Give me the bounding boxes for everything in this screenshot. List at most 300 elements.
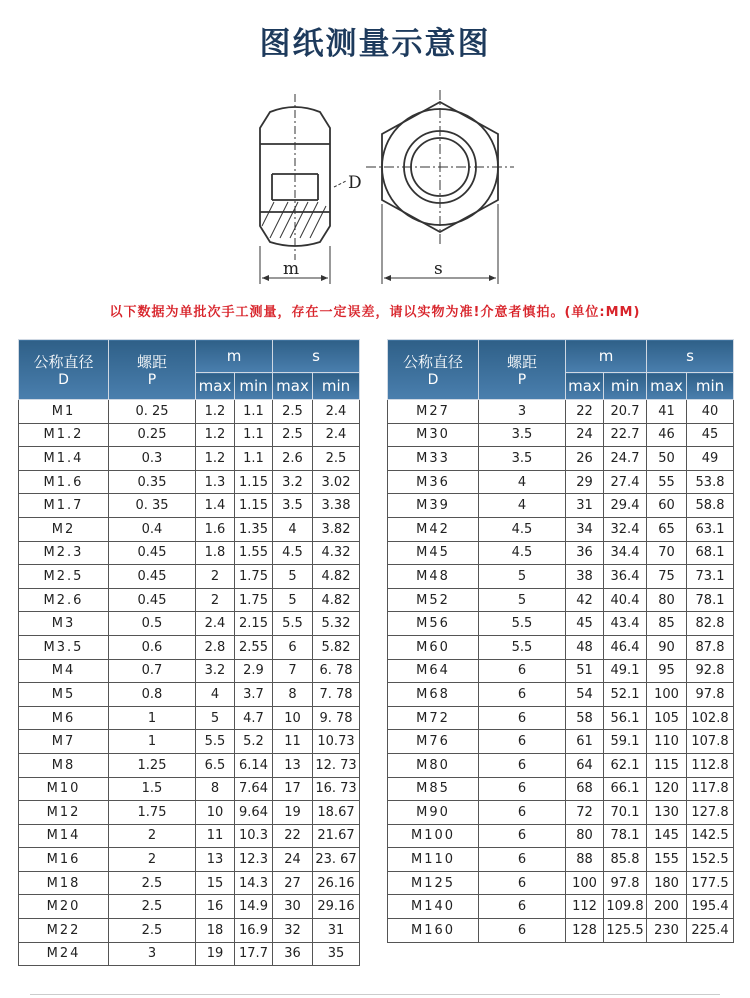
cell-m-max: 2.8 [196, 635, 235, 659]
cell-pitch: 2.5 [109, 895, 196, 919]
cell-pitch: 6 [479, 683, 566, 707]
cell-m-min: 1.1 [235, 400, 273, 424]
cell-m-min: 32.4 [604, 517, 647, 541]
cell-s-max: 95 [647, 659, 687, 683]
cell-diameter: M12 [19, 801, 109, 825]
spec-table-left [18, 339, 360, 966]
table-row [388, 706, 734, 730]
cell-m-max: 18 [196, 919, 235, 943]
table-row [388, 588, 734, 612]
cell-pitch: 6 [479, 777, 566, 801]
cell-m-max: 36 [566, 541, 604, 565]
table-row [19, 777, 360, 801]
cell-diameter: M39 [388, 494, 479, 518]
cell-m-min: 56.1 [604, 706, 647, 730]
cell-pitch: 6 [479, 895, 566, 919]
cell-m-max: 48 [566, 635, 604, 659]
cell-s-min: 4.82 [313, 588, 360, 612]
cell-pitch: 1.25 [109, 753, 196, 777]
cell-m-min: 2.9 [235, 659, 273, 683]
cell-m-min: 52.1 [604, 683, 647, 707]
cell-s-max: 3.5 [273, 494, 313, 518]
header-pitch: 螺距 P [109, 340, 196, 400]
cell-s-max: 2.6 [273, 447, 313, 471]
cell-m-max: 64 [566, 753, 604, 777]
cell-pitch: 2 [109, 824, 196, 848]
cell-diameter: M3 [19, 612, 109, 636]
header-s-max: max [647, 373, 687, 400]
cell-m-min: 29.4 [604, 494, 647, 518]
cell-m-min: 1.1 [235, 447, 273, 471]
cell-diameter: M2 [19, 517, 109, 541]
cell-m-min: 1.15 [235, 494, 273, 518]
cell-m-min: 17.7 [235, 942, 273, 966]
cell-m-max: 10 [196, 801, 235, 825]
cell-pitch: 3.5 [479, 447, 566, 471]
table-row [19, 753, 360, 777]
cell-m-max: 2 [196, 565, 235, 589]
cell-s-min: 16. 73 [313, 777, 360, 801]
cell-s-max: 30 [273, 895, 313, 919]
cell-diameter: M27 [388, 400, 479, 424]
cell-m-max: 1.8 [196, 541, 235, 565]
table-row [388, 753, 734, 777]
header-pitch: 螺距 P [479, 340, 566, 400]
cell-m-max: 1.4 [196, 494, 235, 518]
cell-diameter: M22 [19, 919, 109, 943]
cell-diameter: M2.3 [19, 541, 109, 565]
cell-s-max: 11 [273, 730, 313, 754]
cell-diameter: M85 [388, 777, 479, 801]
table-row [388, 541, 734, 565]
cell-m-max: 1.2 [196, 423, 235, 447]
cell-diameter: M3.5 [19, 635, 109, 659]
cell-s-min: 142.5 [687, 824, 734, 848]
cell-pitch: 0.45 [109, 565, 196, 589]
cell-m-min: 27.4 [604, 470, 647, 494]
header-m-min: min [235, 373, 273, 400]
cell-m-min: 62.1 [604, 753, 647, 777]
cell-s-max: 120 [647, 777, 687, 801]
cell-s-max: 8 [273, 683, 313, 707]
cell-s-min: 40 [687, 400, 734, 424]
cell-m-max: 54 [566, 683, 604, 707]
cell-diameter: M64 [388, 659, 479, 683]
table-row [19, 706, 360, 730]
table-row [19, 895, 360, 919]
cell-m-max: 15 [196, 871, 235, 895]
cell-diameter: M2.5 [19, 565, 109, 589]
cell-s-max: 230 [647, 919, 687, 943]
table-row [19, 447, 360, 471]
cell-pitch: 0. 25 [109, 400, 196, 424]
cell-m-min: 85.8 [604, 848, 647, 872]
cell-m-min: 66.1 [604, 777, 647, 801]
label-s: s [434, 259, 443, 279]
nut-side-view [260, 94, 346, 284]
cell-diameter: M10 [19, 777, 109, 801]
table-row [19, 541, 360, 565]
cell-s-min: 4.82 [313, 565, 360, 589]
cell-s-max: 75 [647, 565, 687, 589]
cell-m-max: 11 [196, 824, 235, 848]
cell-diameter: M110 [388, 848, 479, 872]
cell-diameter: M76 [388, 730, 479, 754]
cell-m-max: 72 [566, 801, 604, 825]
cell-s-min: 7. 78 [313, 683, 360, 707]
cell-diameter: M125 [388, 871, 479, 895]
table-row [388, 517, 734, 541]
cell-m-min: 1.1 [235, 423, 273, 447]
table-row [19, 400, 360, 424]
cell-m-min: 22.7 [604, 423, 647, 447]
cell-m-min: 20.7 [604, 400, 647, 424]
cell-m-max: 1.2 [196, 447, 235, 471]
header-s-max: max [273, 373, 313, 400]
table-row [19, 871, 360, 895]
cell-m-min: 16.9 [235, 919, 273, 943]
cell-m-min: 9.64 [235, 801, 273, 825]
cell-pitch: 3 [109, 942, 196, 966]
cell-s-min: 102.8 [687, 706, 734, 730]
cell-m-min: 4.7 [235, 706, 273, 730]
header-m: m [196, 340, 273, 373]
hex-nut-drawing [240, 88, 540, 288]
cell-m-min: 6.14 [235, 753, 273, 777]
table-row [19, 919, 360, 943]
table-row [388, 565, 734, 589]
cell-s-max: 13 [273, 753, 313, 777]
cell-s-min: 82.8 [687, 612, 734, 636]
cell-diameter: M52 [388, 588, 479, 612]
cell-pitch: 0.3 [109, 447, 196, 471]
cell-diameter: M1.4 [19, 447, 109, 471]
header-m: m [566, 340, 647, 373]
cell-diameter: M7 [19, 730, 109, 754]
cell-s-max: 46 [647, 423, 687, 447]
cell-s-min: 127.8 [687, 801, 734, 825]
cell-s-min: 35 [313, 942, 360, 966]
cell-s-min: 4.32 [313, 541, 360, 565]
cell-s-max: 27 [273, 871, 313, 895]
header-m-max: max [196, 373, 235, 400]
table-row [19, 683, 360, 707]
table-row [19, 517, 360, 541]
cell-m-max: 13 [196, 848, 235, 872]
header-nominal-diameter: 公称直径 D [388, 340, 479, 400]
cell-s-max: 110 [647, 730, 687, 754]
table-row [19, 612, 360, 636]
cell-diameter: M24 [19, 942, 109, 966]
cell-m-max: 26 [566, 447, 604, 471]
cell-pitch: 6 [479, 659, 566, 683]
cell-s-max: 105 [647, 706, 687, 730]
cell-m-min: 7.64 [235, 777, 273, 801]
cell-s-max: 180 [647, 871, 687, 895]
cell-s-min: 12. 73 [313, 753, 360, 777]
cell-diameter: M72 [388, 706, 479, 730]
cell-m-max: 88 [566, 848, 604, 872]
table-row [388, 494, 734, 518]
cell-diameter: M90 [388, 801, 479, 825]
cell-m-max: 22 [566, 400, 604, 424]
cell-pitch: 2.5 [109, 919, 196, 943]
cell-pitch: 3.5 [479, 423, 566, 447]
table-row [388, 612, 734, 636]
cell-diameter: M18 [19, 871, 109, 895]
cell-pitch: 0.8 [109, 683, 196, 707]
cell-s-min: 9. 78 [313, 706, 360, 730]
header-s-min: min [313, 373, 360, 400]
cell-s-max: 80 [647, 588, 687, 612]
cell-diameter: M1.6 [19, 470, 109, 494]
cell-m-max: 2.4 [196, 612, 235, 636]
cell-diameter: M160 [388, 919, 479, 943]
cell-diameter: M2.6 [19, 588, 109, 612]
table-row [19, 635, 360, 659]
cell-m-min: 46.4 [604, 635, 647, 659]
cell-m-max: 5 [196, 706, 235, 730]
cell-s-min: 112.8 [687, 753, 734, 777]
cell-diameter: M16 [19, 848, 109, 872]
cell-pitch: 6 [479, 706, 566, 730]
cell-m-min: 3.7 [235, 683, 273, 707]
cell-s-max: 2.5 [273, 423, 313, 447]
table-row [388, 635, 734, 659]
table-row [388, 848, 734, 872]
cell-s-max: 85 [647, 612, 687, 636]
table-row [19, 730, 360, 754]
cell-pitch: 6 [479, 801, 566, 825]
cell-diameter: M100 [388, 824, 479, 848]
cell-s-min: 31 [313, 919, 360, 943]
cell-s-min: 107.8 [687, 730, 734, 754]
divider [30, 994, 720, 995]
cell-pitch: 1 [109, 730, 196, 754]
cell-m-max: 1.6 [196, 517, 235, 541]
cell-s-max: 36 [273, 942, 313, 966]
table-row [388, 777, 734, 801]
cell-s-min: 2.4 [313, 400, 360, 424]
cell-m-max: 3.2 [196, 659, 235, 683]
cell-s-min: 195.4 [687, 895, 734, 919]
cell-s-min: 152.5 [687, 848, 734, 872]
cell-m-min: 109.8 [604, 895, 647, 919]
cell-pitch: 1.5 [109, 777, 196, 801]
cell-m-min: 14.3 [235, 871, 273, 895]
header-nominal-diameter: 公称直径 D [19, 340, 109, 400]
cell-pitch: 4 [479, 470, 566, 494]
cell-s-min: 63.1 [687, 517, 734, 541]
table-row [19, 659, 360, 683]
cell-m-max: 4 [196, 683, 235, 707]
table-row [388, 400, 734, 424]
cell-diameter: M42 [388, 517, 479, 541]
cell-s-max: 41 [647, 400, 687, 424]
cell-s-max: 4 [273, 517, 313, 541]
cell-s-min: 78.1 [687, 588, 734, 612]
cell-s-max: 70 [647, 541, 687, 565]
cell-pitch: 5 [479, 588, 566, 612]
cell-m-min: 125.5 [604, 919, 647, 943]
cell-pitch: 6 [479, 824, 566, 848]
spec-table-right [387, 339, 734, 943]
cell-s-max: 90 [647, 635, 687, 659]
cell-diameter: M68 [388, 683, 479, 707]
cell-m-min: 1.15 [235, 470, 273, 494]
cell-pitch: 0.45 [109, 588, 196, 612]
cell-s-max: 55 [647, 470, 687, 494]
cell-m-min: 36.4 [604, 565, 647, 589]
cell-pitch: 6 [479, 848, 566, 872]
cell-s-min: 68.1 [687, 541, 734, 565]
cell-m-max: 2 [196, 588, 235, 612]
cell-m-max: 42 [566, 588, 604, 612]
table-row [19, 494, 360, 518]
cell-pitch: 1 [109, 706, 196, 730]
cell-m-min: 10.3 [235, 824, 273, 848]
cell-diameter: M60 [388, 635, 479, 659]
label-m: m [283, 259, 300, 279]
table-row [388, 470, 734, 494]
cell-s-max: 32 [273, 919, 313, 943]
table-row [19, 801, 360, 825]
cell-s-max: 155 [647, 848, 687, 872]
cell-s-max: 5 [273, 588, 313, 612]
cell-m-max: 112 [566, 895, 604, 919]
cell-s-max: 7 [273, 659, 313, 683]
cell-diameter: M1.2 [19, 423, 109, 447]
cell-s-max: 200 [647, 895, 687, 919]
cell-m-max: 31 [566, 494, 604, 518]
table-row [19, 848, 360, 872]
cell-diameter: M8 [19, 753, 109, 777]
cell-s-max: 6 [273, 635, 313, 659]
label-d: D [348, 173, 362, 193]
cell-diameter: M1 [19, 400, 109, 424]
nut-top-view [366, 90, 514, 284]
cell-diameter: M4 [19, 659, 109, 683]
table-row [388, 895, 734, 919]
cell-m-max: 128 [566, 919, 604, 943]
table-row [388, 824, 734, 848]
cell-s-min: 5.32 [313, 612, 360, 636]
cell-diameter: M56 [388, 612, 479, 636]
cell-s-min: 2.4 [313, 423, 360, 447]
cell-m-max: 1.2 [196, 400, 235, 424]
cell-s-min: 3.82 [313, 517, 360, 541]
cell-pitch: 3 [479, 400, 566, 424]
cell-s-min: 58.8 [687, 494, 734, 518]
cell-diameter: M45 [388, 541, 479, 565]
cell-pitch: 1.75 [109, 801, 196, 825]
cell-pitch: 0.35 [109, 470, 196, 494]
cell-m-min: 97.8 [604, 871, 647, 895]
cell-pitch: 2 [109, 848, 196, 872]
cell-pitch: 0. 35 [109, 494, 196, 518]
cell-m-min: 2.15 [235, 612, 273, 636]
cell-m-min: 1.55 [235, 541, 273, 565]
cell-m-min: 12.3 [235, 848, 273, 872]
cell-m-max: 80 [566, 824, 604, 848]
cell-s-max: 2.5 [273, 400, 313, 424]
cell-m-min: 43.4 [604, 612, 647, 636]
cell-m-max: 5.5 [196, 730, 235, 754]
cell-diameter: M20 [19, 895, 109, 919]
cell-s-max: 100 [647, 683, 687, 707]
cell-m-min: 40.4 [604, 588, 647, 612]
cell-m-max: 8 [196, 777, 235, 801]
cell-m-min: 59.1 [604, 730, 647, 754]
cell-s-max: 145 [647, 824, 687, 848]
table-row [19, 942, 360, 966]
cell-m-min: 24.7 [604, 447, 647, 471]
cell-m-min: 5.2 [235, 730, 273, 754]
cell-m-max: 6.5 [196, 753, 235, 777]
cell-m-max: 16 [196, 895, 235, 919]
cell-diameter: M30 [388, 423, 479, 447]
cell-s-min: 29.16 [313, 895, 360, 919]
cell-m-min: 2.55 [235, 635, 273, 659]
cell-s-min: 6. 78 [313, 659, 360, 683]
cell-pitch: 4.5 [479, 517, 566, 541]
cell-m-min: 1.75 [235, 588, 273, 612]
cell-s-min: 87.8 [687, 635, 734, 659]
cell-pitch: 0.7 [109, 659, 196, 683]
cell-s-min: 97.8 [687, 683, 734, 707]
cell-m-min: 1.35 [235, 517, 273, 541]
cell-diameter: M140 [388, 895, 479, 919]
cell-pitch: 6 [479, 919, 566, 943]
cell-s-min: 177.5 [687, 871, 734, 895]
cell-m-max: 24 [566, 423, 604, 447]
cell-m-max: 61 [566, 730, 604, 754]
cell-s-max: 130 [647, 801, 687, 825]
cell-s-min: 5.82 [313, 635, 360, 659]
cell-pitch: 0.6 [109, 635, 196, 659]
cell-s-max: 19 [273, 801, 313, 825]
cell-s-min: 92.8 [687, 659, 734, 683]
cell-pitch: 6 [479, 871, 566, 895]
table-row [388, 801, 734, 825]
cell-s-max: 115 [647, 753, 687, 777]
cell-m-max: 29 [566, 470, 604, 494]
cell-pitch: 4 [479, 494, 566, 518]
cell-s-max: 60 [647, 494, 687, 518]
table-row [388, 871, 734, 895]
cell-s-min: 225.4 [687, 919, 734, 943]
cell-s-min: 18.67 [313, 801, 360, 825]
cell-s-min: 10.73 [313, 730, 360, 754]
header-m-min: min [604, 373, 647, 400]
cell-s-min: 26.16 [313, 871, 360, 895]
cell-m-max: 68 [566, 777, 604, 801]
cell-s-max: 5 [273, 565, 313, 589]
cell-m-max: 58 [566, 706, 604, 730]
table-row [19, 565, 360, 589]
table-row [19, 588, 360, 612]
cell-s-min: 3.38 [313, 494, 360, 518]
table-row [388, 659, 734, 683]
cell-m-max: 34 [566, 517, 604, 541]
table-row [19, 470, 360, 494]
cell-m-max: 38 [566, 565, 604, 589]
table-row [388, 683, 734, 707]
cell-s-min: 49 [687, 447, 734, 471]
cell-m-min: 34.4 [604, 541, 647, 565]
header-s: s [273, 340, 360, 373]
cell-pitch: 0.4 [109, 517, 196, 541]
